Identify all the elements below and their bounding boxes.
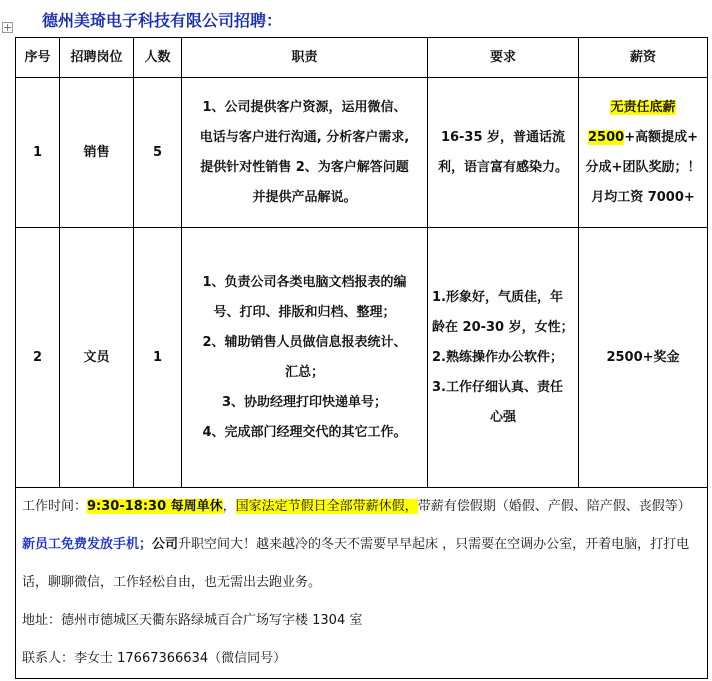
footer-row bbox=[16, 488, 708, 679]
headcount: 1 bbox=[134, 228, 182, 488]
duty-line: 提供针对性销售 2、为客户解答问题 bbox=[200, 159, 409, 175]
header-cell: 人数 bbox=[134, 38, 182, 78]
headcount: 5 bbox=[134, 78, 182, 228]
row-number: 1 bbox=[16, 78, 60, 228]
duty-line: 汇总； bbox=[284, 364, 324, 380]
page-title: 德州美琦电子科技有限公司招聘： bbox=[42, 11, 283, 30]
header-cell: 职责 bbox=[182, 38, 428, 78]
table-row bbox=[16, 78, 708, 228]
table-move-handle-icon[interactable]: + bbox=[3, 21, 13, 34]
header-cell: 薪资 bbox=[579, 38, 708, 78]
duties bbox=[182, 78, 428, 228]
position: 销售 bbox=[60, 78, 134, 228]
footer-cell bbox=[16, 488, 708, 679]
req-line: 龄在 20-30 岁，女性； bbox=[432, 319, 574, 335]
req-line: 3.工作仔细认真、责任 bbox=[432, 379, 563, 395]
salary-text: 月均工资 7000+ bbox=[591, 189, 695, 205]
table-row bbox=[16, 228, 708, 488]
requirements bbox=[428, 228, 579, 488]
salary bbox=[579, 78, 708, 228]
duty-line: 3、协助经理打印快递单号； bbox=[221, 394, 388, 410]
req-line: 利，语言富有感染力。 bbox=[437, 159, 568, 175]
duty-line: 4、完成部门经理交代的其它工作。 bbox=[202, 424, 407, 440]
header-cell: 要求 bbox=[428, 38, 579, 78]
req-line: 2.熟练操作办公软件； bbox=[432, 349, 563, 365]
header-cell: 序号 bbox=[16, 38, 60, 78]
salary-highlight: 无责任底薪 bbox=[610, 99, 676, 115]
req-line: 16-35 岁，普通话流 bbox=[440, 129, 566, 145]
header-row bbox=[16, 38, 708, 78]
salary-base: 2500 bbox=[588, 129, 625, 145]
row-number: 2 bbox=[16, 228, 60, 488]
header-cell: 招聘岗位 bbox=[60, 38, 134, 78]
work-time: 工作时间：9:30-18:30 每周单休，国家法定节假日全部带薪休假，带薪有偿假期（婚假、产假、陪产假、丧假等）新员工免费发放手机；公司升职空间大！越来越冷的冬天不需要早早起床 ，只需要在空调办公室，开着电脑，打打电话，聊聊微信，工作轻松自由，也无需出去跑业务。 bbox=[22, 499, 691, 590]
salary-text: 分成+团队奖励；！ bbox=[585, 159, 701, 175]
duty-line: 1、负责公司各类电脑文档报表的编 bbox=[202, 274, 407, 290]
requirements bbox=[428, 78, 579, 228]
req-line: 1.形象好，气质佳，年 bbox=[432, 289, 563, 305]
duty-line: 号、打印、排版和归档、整理； bbox=[213, 304, 396, 320]
phone-perk: 新员工免费发放手机； bbox=[22, 537, 153, 552]
recruitment-table bbox=[15, 37, 708, 679]
duty-line: 1、公司提供客户资源，运用微信、 bbox=[202, 99, 407, 115]
req-line: 心强 bbox=[489, 409, 516, 425]
address: 地址：德州市德城区天衢东路绿城百合广场写字楼 1304 室 bbox=[22, 613, 363, 628]
duty-line: 电话与客户进行沟通, 分析客户需求, bbox=[199, 129, 410, 145]
salary: 2500+奖金 bbox=[579, 228, 708, 488]
duty-line: 2、辅助销售人员做信息报表统计、 bbox=[202, 334, 407, 350]
duties bbox=[182, 228, 428, 488]
duty-line: 并提供产品解说。 bbox=[252, 189, 357, 205]
contact: 联系人：李女士 17667366634（微信同号） bbox=[22, 651, 287, 666]
salary-text: +高额提成+ bbox=[624, 129, 698, 145]
position: 文员 bbox=[60, 228, 134, 488]
job-description: 升职空间大！越来越冷的冬天不需要早早起床 ，只需要在空调办公室，开着电脑，打打电话，聊聊微信，工作轻松自由，也无需出去跑业务。 bbox=[22, 537, 690, 590]
